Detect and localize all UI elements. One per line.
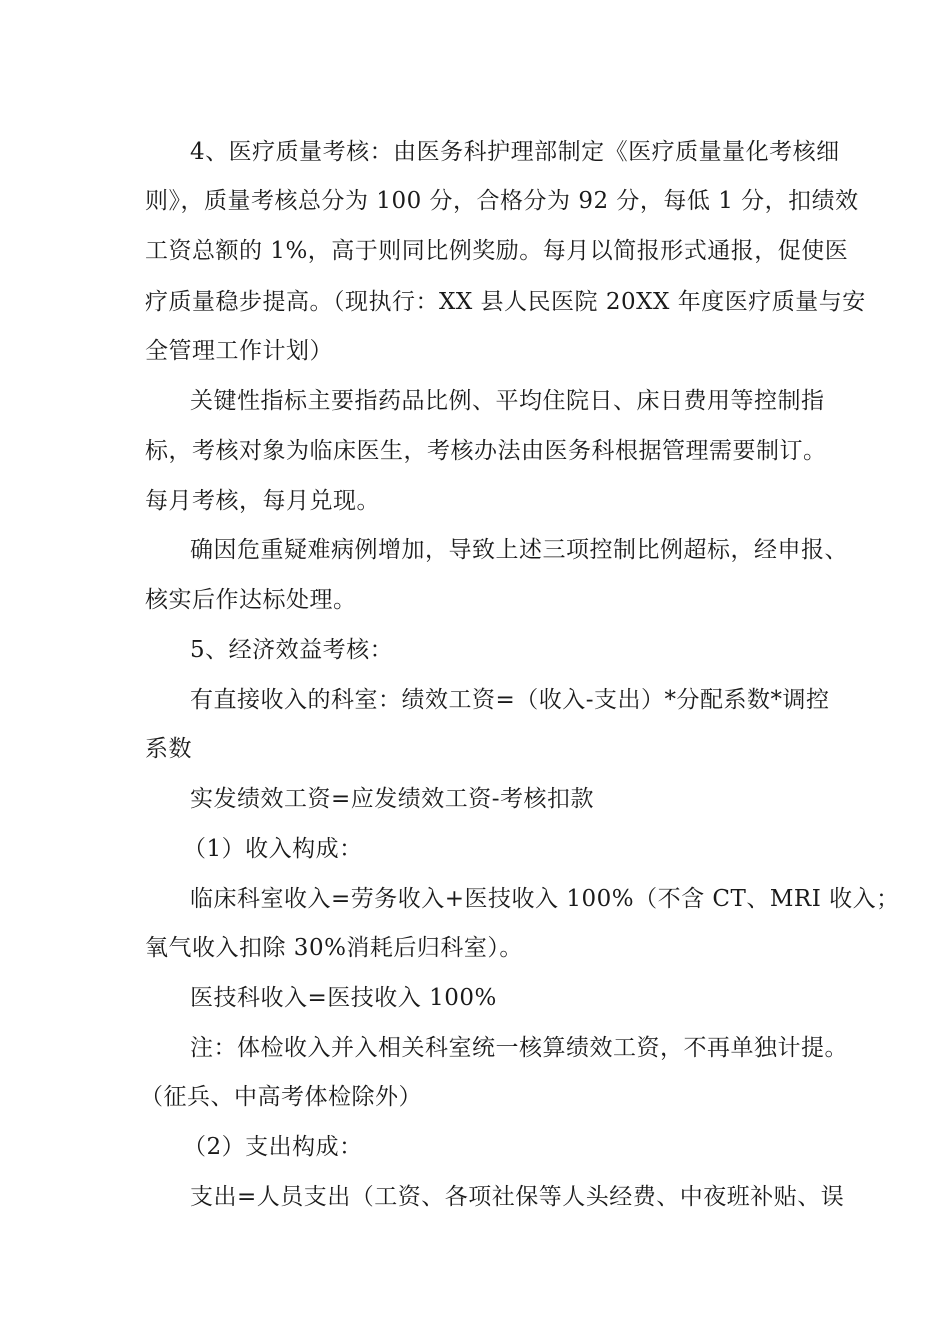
section-heading: 5、经济效益考核： <box>190 637 394 663</box>
paragraph-line: 注：体检收入并入相关科室统一核算绩效工资，不再单独计提。 <box>190 1035 848 1061</box>
paragraph-line: 支出=人员支出（工资、各项社保等人头经费、中夜班补贴、误 <box>190 1184 845 1210</box>
paragraph-line: 4、医疗质量考核：由医务科护理部制定《医疗质量量化考核细 <box>190 139 840 165</box>
paragraph-line: 标，考核对象为临床医生，考核办法由医务科根据管理需要制订。 <box>145 438 827 464</box>
paragraph-line: 临床科室收入=劳务收入+医技收入 100%（不含 CT、MRI 收入； <box>190 886 900 912</box>
paragraph-line: 疗质量稳步提高。（现执行：XX 县人民医院 20XX 年度医疗质量与安 <box>145 289 866 315</box>
subsection-heading: （1）收入构成： <box>183 836 363 862</box>
paragraph-line: 则》，质量考核总分为 100 分，合格分为 92 分，每低 1 分，扣绩效 <box>145 188 859 214</box>
paragraph-line: 关键性指标主要指药品比例、平均住院日、床日费用等控制指 <box>190 388 825 414</box>
paragraph-line: 每月考核，每月兑现。 <box>145 488 380 514</box>
subsection-heading: （2）支出构成： <box>183 1134 363 1160</box>
paragraph-line: 实发绩效工资=应发绩效工资-考核扣款 <box>190 786 595 812</box>
paragraph-line: 有直接收入的科室：绩效工资=（收入-支出）*分配系数*调控 <box>190 687 830 713</box>
paragraph-line: 氧气收入扣除 30%消耗后归科室）。 <box>145 935 523 961</box>
paragraph-line: 医技科收入=医技收入 100% <box>190 985 497 1011</box>
paragraph-line: 确因危重疑难病例增加，导致上述三项控制比例超标，经申报、 <box>190 537 848 563</box>
paragraph-line: 系数 <box>145 736 192 762</box>
paragraph-line: 工资总额的 1%，高于则同比例奖励。每月以简报形式通报，促使医 <box>145 238 849 264</box>
paragraph-line: 核实后作达标处理。 <box>145 587 357 613</box>
paragraph-line: 全管理工作计划） <box>145 338 333 364</box>
paragraph-line: （征兵、中高考体检除外） <box>140 1084 422 1110</box>
